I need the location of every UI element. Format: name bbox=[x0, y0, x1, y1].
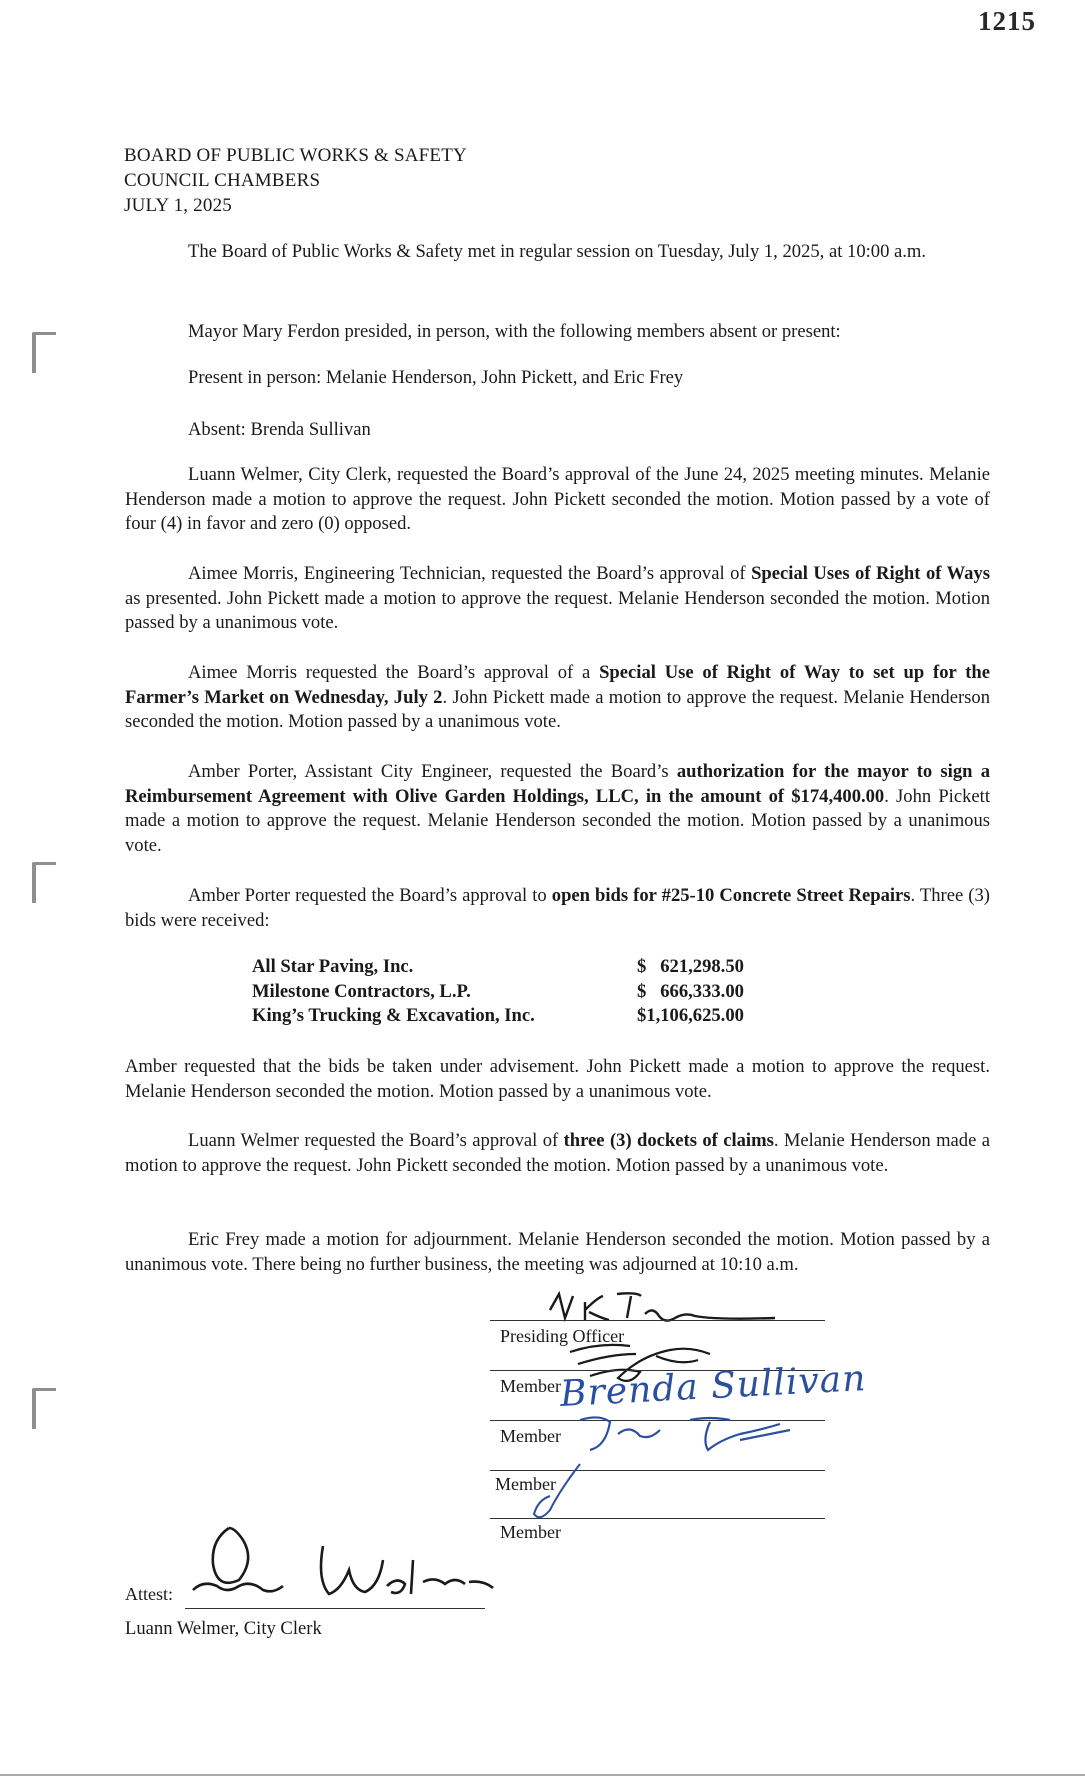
member-label: Member bbox=[500, 1376, 561, 1396]
text-run: as presented. John Pickett made a motion to approve the request. Melanie Henderson seconded the motion. Motion passed by a unanimous vote. bbox=[125, 587, 990, 633]
present-members: Present in person: Melanie Henderson, John Pickett, and Eric Frey bbox=[188, 367, 684, 388]
session-paragraph: The Board of Public Works & Safety met in regular session on Tuesday, July 1, 2025, at 10:00 a.m. bbox=[188, 241, 927, 262]
bid-row bbox=[252, 980, 772, 1005]
header-location: COUNCIL CHAMBERS bbox=[124, 170, 321, 191]
reimbursement-paragraph bbox=[125, 760, 990, 858]
text-run: Luann Welmer requested the Board’s approval of bbox=[188, 1130, 564, 1151]
adjournment-paragraph: Eric Frey made a motion for adjournment. Melanie Henderson seconded the motion. Motion passed by a unanimous vote. There being no further business, the meeting was adjourned at 10:10 a.m. bbox=[125, 1229, 990, 1275]
binder-hole-mark bbox=[32, 1388, 56, 1429]
text-run: Aimee Morris requested the Board’s approval of a bbox=[188, 662, 600, 683]
text-run: . John Pickett made a motion to approve the request. Melanie Henderson seconded the motion. Motion passed by a unanimous vote. bbox=[125, 686, 990, 732]
binder-hole-mark bbox=[32, 862, 56, 903]
bid-table bbox=[252, 955, 772, 1029]
bold-run: open bids for #25-10 Concrete Street Repairs bbox=[551, 885, 911, 906]
advisement-paragraph: Amber requested that the bids be taken under advisement. John Pickett made a motion to approve the request. Melanie Henderson seconded the motion. Motion passed by a unanimous vote. bbox=[125, 1056, 990, 1102]
bid-amount: $1,106,625.00 bbox=[637, 1005, 744, 1026]
member-label: Member bbox=[500, 1426, 561, 1446]
bidder-name: King’s Trucking & Excavation, Inc. bbox=[252, 1005, 535, 1026]
farmers-market-paragraph bbox=[125, 661, 990, 735]
text-run: Amber Porter, Assistant City Engineer, requested the Board’s bbox=[188, 761, 677, 782]
right-of-way-paragraph bbox=[125, 562, 990, 636]
bidder-name: Milestone Contractors, L.P. bbox=[252, 980, 471, 1002]
text-run: . Three (3) bids were received: bbox=[125, 885, 990, 931]
page-edge-line bbox=[0, 1774, 1085, 1776]
sullivan-handwritten-signature: Brenda Sullivan bbox=[559, 1358, 868, 1415]
signature-line bbox=[490, 1518, 825, 1519]
header-board-name: BOARD OF PUBLIC WORKS & SAFETY bbox=[124, 145, 467, 166]
frey-signature bbox=[510, 1460, 590, 1530]
signature-line bbox=[490, 1320, 825, 1321]
text-run: . John Pickett made a motion to approve the request. Melanie Henderson seconded the motion. Motion passed by a unanimous vote. bbox=[125, 785, 990, 856]
pickett-signature bbox=[570, 1410, 810, 1460]
bids-paragraph bbox=[125, 884, 990, 933]
presiding-officer-label: Presiding Officer bbox=[500, 1326, 625, 1346]
clerk-caption: Luann Welmer, City Clerk bbox=[125, 1618, 322, 1639]
text-run: . Melanie Henderson made a motion to approve the request. John Pickett seconded the motion. Motion passed by a unanimous vote. bbox=[125, 1130, 990, 1176]
page-number: 1215 bbox=[978, 6, 1036, 36]
bid-row bbox=[252, 1004, 772, 1029]
bold-run: authorization for the mayor to sign a Reimbursement Agreement with Olive Garden Holdings, LLC, in the amount of $174,400.00 bbox=[125, 761, 991, 807]
bid-amount: $ 621,298.50 bbox=[637, 956, 744, 977]
text-run: Amber Porter requested the Board’s approval to bbox=[188, 885, 552, 906]
bid-row bbox=[252, 955, 772, 980]
member-label: Member bbox=[500, 1522, 561, 1542]
bold-run: Special Use of Right of Way to set up for the Farmer’s Market on Wednesday, July 2 bbox=[125, 662, 990, 708]
claims-paragraph bbox=[125, 1129, 990, 1178]
document-header bbox=[124, 143, 624, 218]
absent-members: Absent: Brenda Sullivan bbox=[188, 419, 371, 440]
bold-run: three (3) dockets of claims bbox=[563, 1130, 774, 1151]
member-label: Member bbox=[495, 1474, 556, 1494]
clerk-signature bbox=[173, 1520, 503, 1612]
signature-line bbox=[185, 1608, 485, 1609]
presiding-paragraph: Mayor Mary Ferdon presided, in person, with the following members absent or present: bbox=[188, 321, 841, 342]
bidder-name: All Star Paving, Inc. bbox=[252, 956, 414, 977]
bold-run: Special Uses of Right of Ways bbox=[751, 563, 990, 584]
binder-hole-mark bbox=[32, 332, 56, 373]
attest-label: Attest: bbox=[125, 1584, 173, 1604]
minutes-approval-paragraph: Luann Welmer, City Clerk, requested the Board’s approval of the June 24, 2025 meeting minutes. Melanie Henderson made a motion to approve the request. John Pickett seconded the motion. Motion passed by a vote of four (4) in favor and zero (0) opposed. bbox=[125, 464, 990, 534]
bid-amount: $ 666,333.00 bbox=[637, 980, 744, 1002]
text-run: Aimee Morris, Engineering Technician, requested the Board’s approval of bbox=[188, 563, 752, 584]
header-date: JULY 1, 2025 bbox=[124, 195, 232, 216]
